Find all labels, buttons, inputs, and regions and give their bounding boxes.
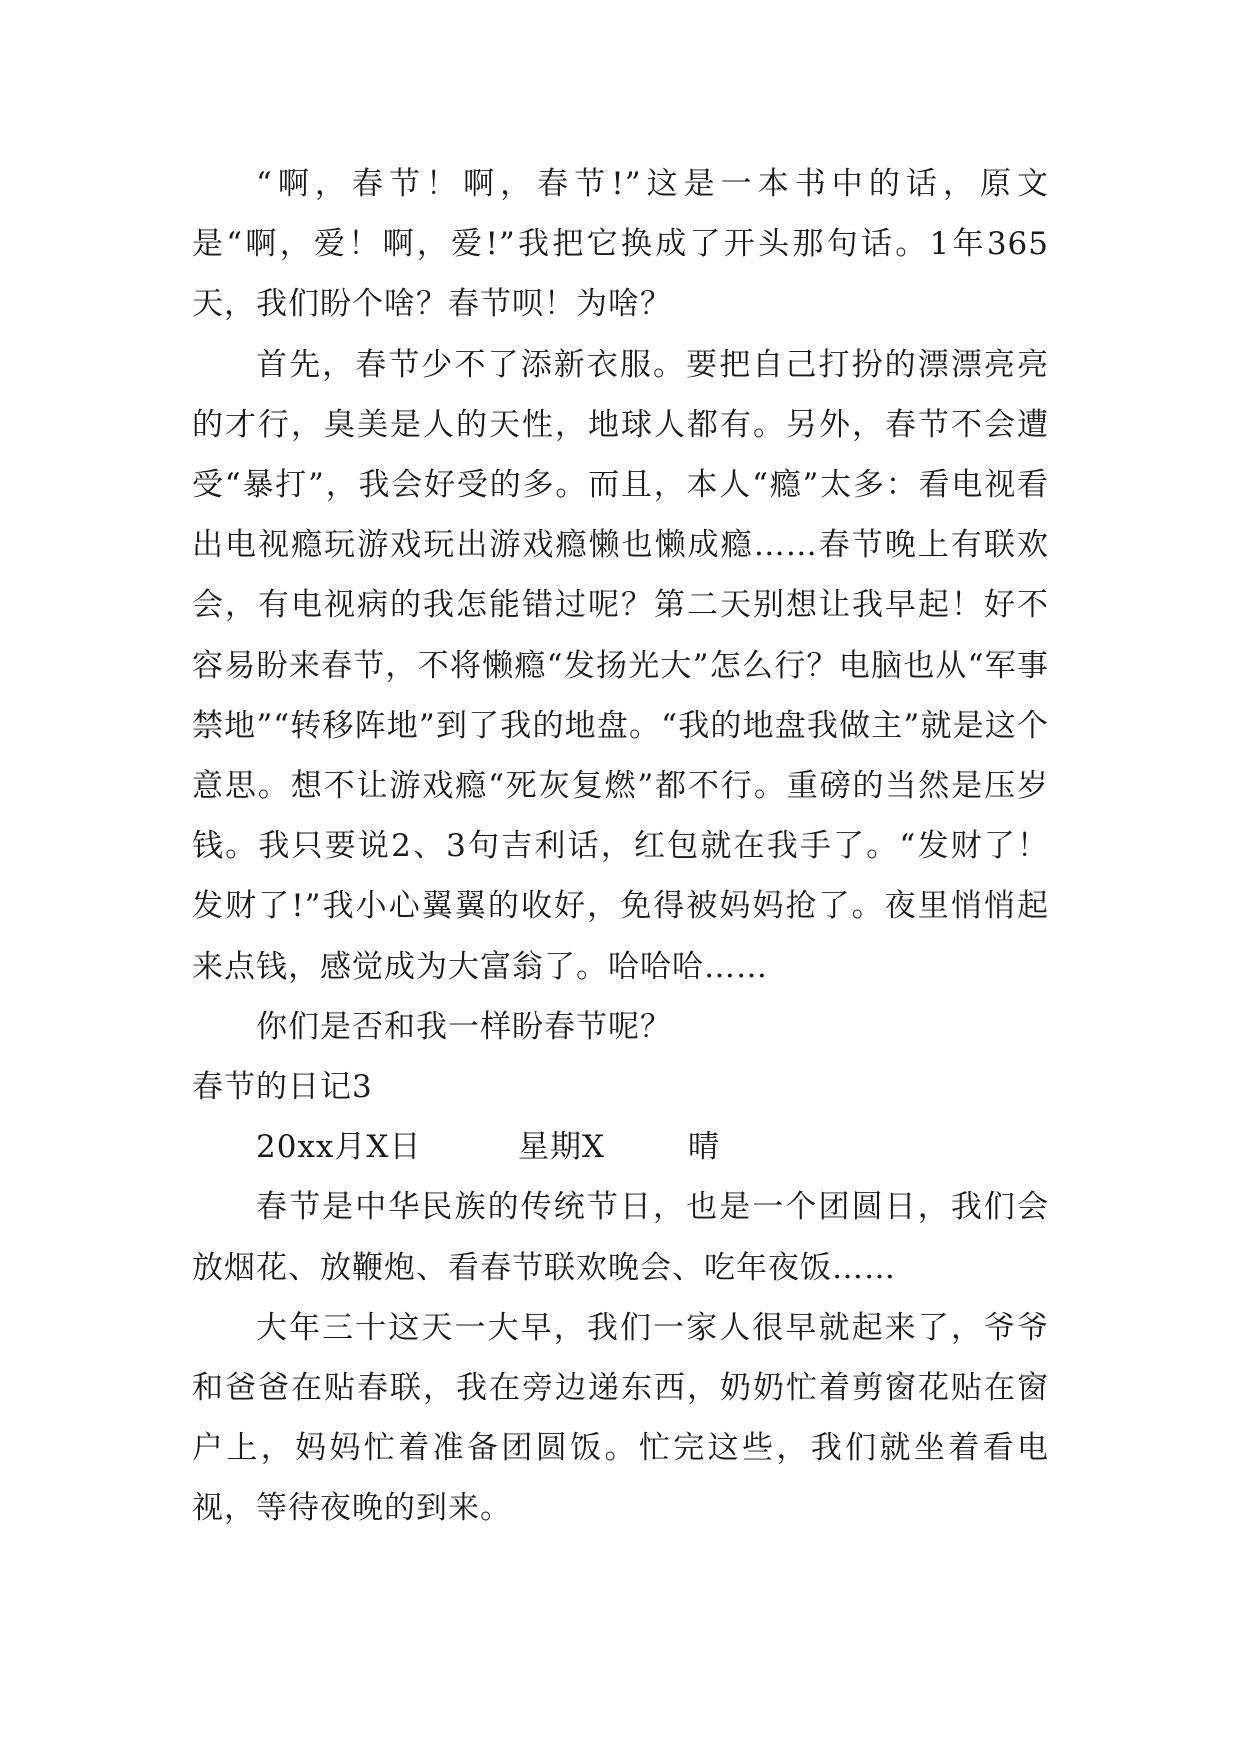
- paragraph-question: 你们是否和我一样盼春节呢？: [256, 1008, 672, 1045]
- paragraph-intro: “啊，春节！啊，春节!”这是一本书中的话，原文是“啊，爱！啊，爱!”我把它换成了开头那句话。1年365天，我们盼个啥？春节呗！为啥？: [192, 166, 1049, 323]
- diary-date: 20xx月X日: [256, 1129, 422, 1166]
- document-body: [192, 154, 1049, 1539]
- paragraph-festival: 春节是中华民族的传统节日，也是一个团圆日，我们会放烟花、放鞭炮、看春节联欢晚会、吃年夜饭……: [192, 1189, 1049, 1286]
- diary-heading: 春节的日记3: [192, 1069, 373, 1106]
- paragraph-new-years-eve: 大年三十这天一大早，我们一家人很早就起来了，爷爷和爸爸在贴春联，我在旁边递东西，奶奶忙着剪窗花贴在窗户上，妈妈忙着准备团圆饭。忙完这些，我们就坐着看电视，等待夜晚的到来。: [192, 1309, 1049, 1527]
- paragraph-reasons: 首先，春节少不了添新衣服。要把自己打扮的漂漂亮亮的才行，臭美是人的天性，地球人都有。另外，春节不会遭受“暴打”，我会好受的多。而且，本人“瘾”太多：看电视看出电视瘾玩游戏玩出游戏瘾懒也懒成瘾……春节晚上有联欢会，有电视病的我怎能错过呢？第二天别想让我早起！好不容易盼来春节，不将懒瘾“发扬光大”怎么行？电脑也从“军事禁地”“转移阵地”到了我的地盘。“我的地盘我做主”就是这个意思。想不让游戏瘾“死灰复燃”都不行。重磅的当然是压岁钱。我只要说2、3句吉利话，红包就在我手了。“发财了！发财了!”我小心翼翼的收好，免得被妈妈抢了。夜里悄悄起来点钱，感觉成为大富翁了。哈哈哈……: [192, 346, 1049, 985]
- diary-weather: 晴: [688, 1129, 720, 1166]
- diary-dateline: [192, 1117, 1049, 1177]
- diary-weekday: 星期X: [518, 1129, 606, 1166]
